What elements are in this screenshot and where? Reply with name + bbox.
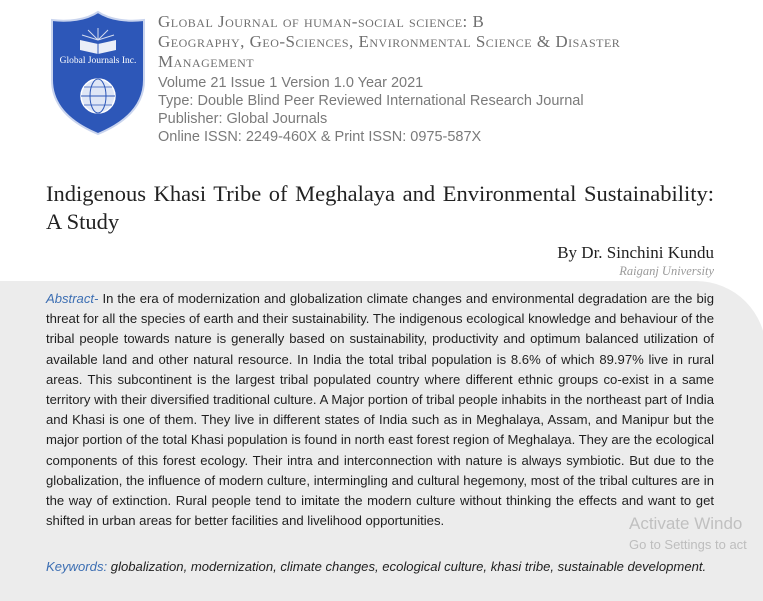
abstract-text: In the era of modernization and globalization climate changes and environmental degradation are the big threat for all the species of earth and their sustainability. The indigenous ecological knowledge and behaviour of the tribal people towards nature is generally based on sustainability, productivity and optimum balanced utilization of available land and other natural resource. In India the total tribal population is 8.6% of which 89.97% live in rural areas. This subcontinent is the largest tribal populated country where different ethnic groups co-exist in a same territory with their diversified traditional culture. A Major portion of tribal people inhabits in the northeast part of India and Khasi is one of them. They live in different states of India such as in Meghalaya, Assam, and Manipur but the major portion of the total Khasi population is found in north east forest region of Meghalaya. They are the ecological components of this forest ecology. Their intra and interconnection with nature is always symbiotic. But due to the globalization, the influence of modern culture, intermingling and cultural hegemony, most of the tribal cultures are in the way of extinction. Rural people tend to imitate the modern culture without thinking the effects and want to get shifted in urban areas for better facilities and livelihood opportunities. [46, 291, 714, 529]
activation-watermark-title: Activate Windo [629, 514, 743, 533]
journal-header [0, 0, 763, 160]
keywords [46, 558, 714, 576]
abstract-label: Abstract- [46, 291, 99, 306]
logo-text: Global Journals Inc. [59, 56, 137, 66]
volume-line: Volume 21 Issue 1 Version 1.0 Year 2021 [158, 75, 424, 91]
article-title: Indigenous Khasi Tribe of Meghalaya and Environmental Sustainability: A Study [46, 181, 714, 234]
type-line: Type: Double Blind Peer Reviewed International Research Journal [158, 93, 584, 109]
author-affiliation: Raiganj University [619, 264, 714, 278]
publisher-line: Publisher: Global Journals [158, 111, 328, 127]
journal-section-line: Geography, Geo-Sciences, Environmental Science & Disaster [158, 32, 621, 51]
article-author: By Dr. Sinchini Kundu [557, 243, 714, 262]
journal-info [158, 12, 738, 146]
issn-line: Online ISSN: 2249-460X & Print ISSN: 0975-587X [158, 129, 482, 145]
journal-section-line: Management [158, 52, 255, 71]
keywords-label: Keywords: [46, 559, 108, 574]
keywords-text: globalization, modernization, climate changes, ecological culture, khasi tribe, sustainable development. [110, 559, 707, 574]
journal-logo [50, 10, 146, 136]
activation-watermark-subtitle: Go to Settings to act [629, 537, 747, 552]
journal-name-line: Global Journal of human-social science: B [158, 12, 485, 31]
abstract [46, 289, 714, 531]
shield-logo-icon [50, 10, 146, 136]
